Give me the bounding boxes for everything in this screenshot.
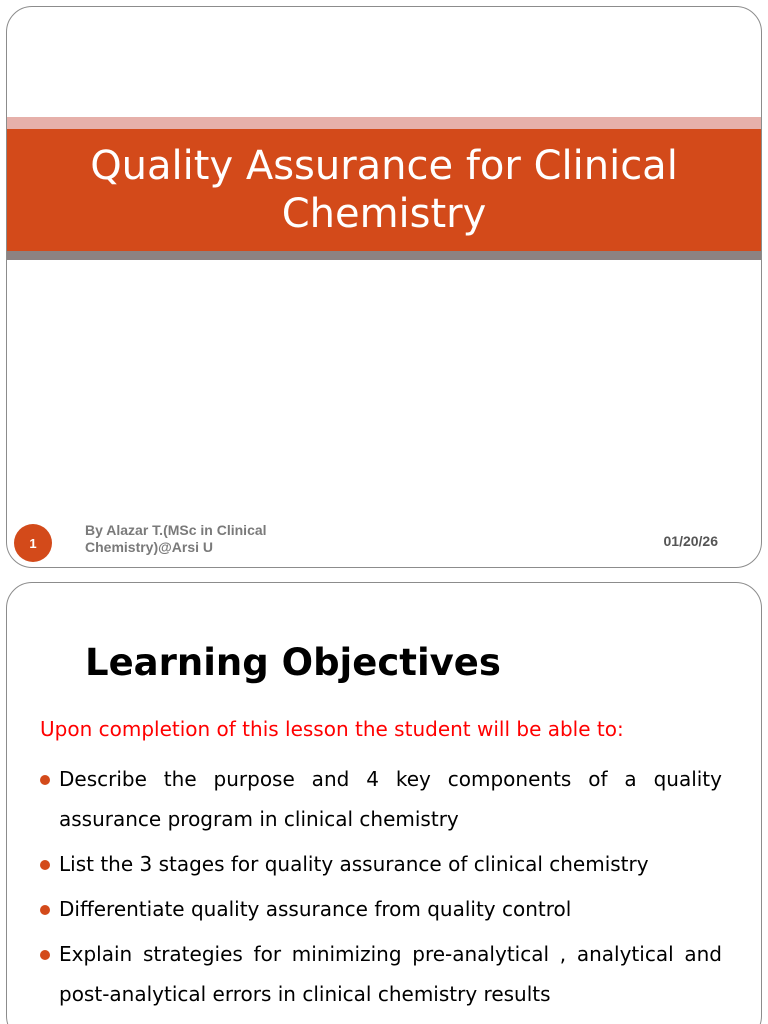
objectives-heading: Learning Objectives bbox=[85, 641, 501, 684]
bullet-icon bbox=[40, 905, 50, 915]
slide-number-badge: 1 bbox=[14, 524, 52, 562]
bullet-icon bbox=[40, 775, 50, 785]
byline-line-1: By Alazar T.(MSc in Clinical bbox=[85, 522, 267, 538]
author-byline bbox=[85, 522, 267, 556]
title-bottom-band bbox=[7, 251, 761, 260]
objective-text: Describe the purpose and 4 key components of a quality assurance program in clinical chemistry bbox=[59, 767, 722, 831]
objective-text: List the 3 stages for quality assurance of clinical chemistry bbox=[59, 852, 649, 876]
objective-item bbox=[40, 844, 722, 884]
objectives-list bbox=[40, 759, 722, 1019]
objective-text: Explain strategies for minimizing pre-analytical , analytical and post-analytical errors in clinical chemistry results bbox=[59, 942, 722, 1006]
slide-date: 01/20/26 bbox=[663, 533, 718, 549]
title-top-band bbox=[7, 117, 761, 129]
byline-line-2: Chemistry)@Arsi U bbox=[85, 539, 214, 555]
objectives-intro: Upon completion of this lesson the student will be able to: bbox=[40, 717, 624, 741]
title-slide bbox=[6, 6, 762, 568]
objective-text: Differentiate quality assurance from quality control bbox=[59, 897, 572, 921]
bullet-icon bbox=[40, 860, 50, 870]
objective-item bbox=[40, 759, 722, 839]
objectives-slide bbox=[6, 582, 762, 1024]
slide-title: Quality Assurance for Clinical Chemistry bbox=[90, 143, 678, 237]
objective-item bbox=[40, 889, 722, 929]
objective-item bbox=[40, 934, 722, 1014]
title-banner bbox=[7, 129, 761, 251]
bullet-icon bbox=[40, 950, 50, 960]
